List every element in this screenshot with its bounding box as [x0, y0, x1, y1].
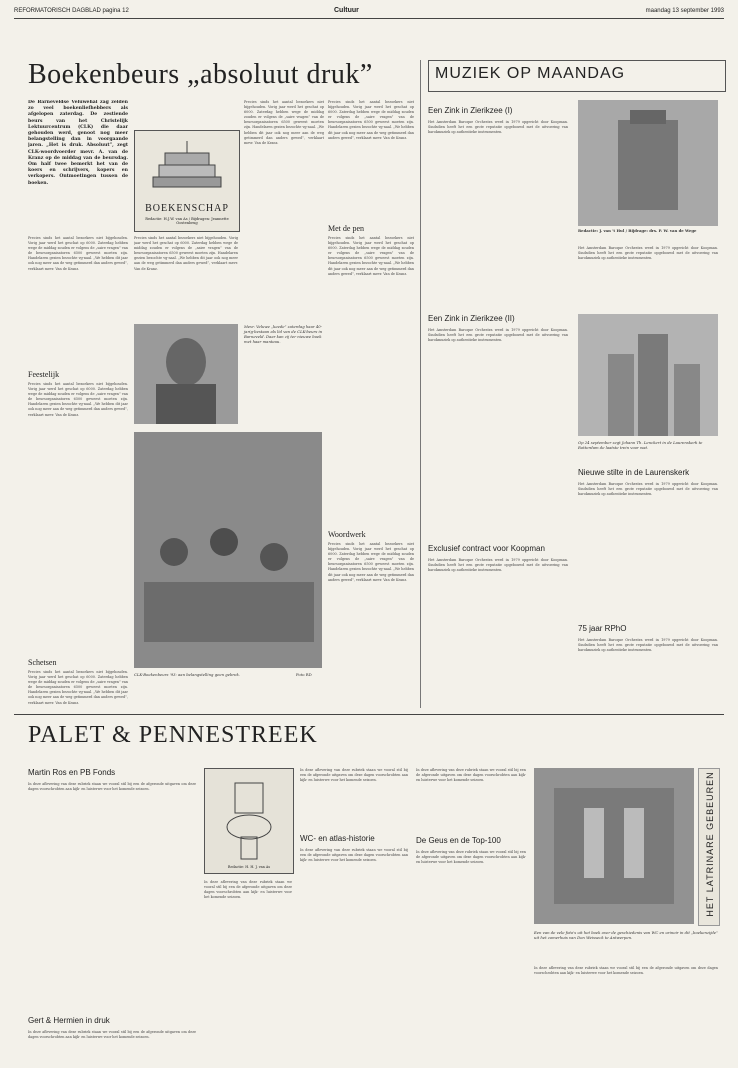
bookbox-title: BOEKENSCHAP [145, 203, 229, 214]
beurs-photo-credit: Foto RD [296, 672, 312, 677]
subhead-feestelijk: Feestelijk [28, 370, 60, 379]
article-body-col2: Precies sinds het aantal bezoekers niet bijgehouden. Vorig jaar werd het geschat op 6000. Zaterdag hebben wege de middag zouden er volgens de „saire vragen” van de beursorganisatoren 6500 geweest moeten zijn. Handelaren gezien bezochte vg-naal. „We hebben dit jaar ook nog meer aan de weg getimmerd dan anders gewed”, verklaart mevr. Van de Kranz. [244, 100, 324, 145]
subhead-met-de-pen: Met de pen [328, 224, 364, 233]
subhead-woordwerk: Woordwerk [328, 530, 366, 539]
muziek-body-2: Het Amsterdam Baroque Orchestra werd in 1979 opgericht door Koopman. Sindsdien heeft het een grote reputatie opgebouwd met de uitvoering van barokmuziek op authentieke instrumenten. [428, 328, 568, 343]
subhead-martin-ros: Martin Ros en PB Fonds [28, 768, 116, 777]
music-photo-1-caption: Redactie: J. van 't Hul / Bijdrage: drs. P. W. van de Wege [578, 228, 697, 233]
palet-body-7: In deze aflevering van deze rubriek staan we vooral stil bij een de afgeronde uitgaven om deze dagen voorschrobten aan kijk- en luisterwe voor het komende seizoen. [534, 966, 718, 976]
portrait-caption: Mevr. Veluwe „keede” zaterdag haar 40-jarig-bestaan als lid van de CLK-beurs in Barneveld. Daar kan zij ter nieuwe boek met haar manteau. [244, 324, 323, 344]
article-body-col3: Precies sinds het aantal bezoekers niet bijgehouden. Vorig jaar werd het geschat op 6000. Zaterdag hebben wege de middag zouden er volgens de „saire vragen” van de beursorganisatoren 6500 geweest moeten zijn. Handelaren gezien bezochte vg-naal. „We hebben dit jaar ook nog meer aan de weg getimmerd dan anders gewed”, verklaart mevr. Van de Kranz. [328, 100, 414, 140]
vertical-banner-text: HET LATRINARE GEBEUREN [705, 771, 715, 917]
column-divider [420, 60, 421, 708]
masthead-date: maandag 13 september 1993 [645, 8, 724, 14]
church-photo [578, 314, 718, 436]
palet-body-gert: In deze aflevering van deze rubriek staan we vooral stil bij een de afgeronde uitgaven om deze dagen voorschrobten aan kijk- en luisterwe voor het komende seizoen. [28, 1030, 196, 1040]
urinoir-photo [534, 768, 694, 924]
palet-section-title: PALET & PENNESTREEK [28, 722, 318, 748]
subhead-laurenskerk: Nieuwe stilte in de Laurenskerk [578, 468, 690, 477]
page-title: Boekenbeurs „absoluut druk” [28, 59, 373, 90]
muziek-header-box [428, 60, 726, 92]
subhead-gert-hermien: Gert & Hermien in druk [28, 1016, 110, 1025]
palet-body-4: In deze aflevering van deze rubriek staan we vooral stil bij een de afgeronde uitgaven om deze dagen voorschrobten aan kijk- en luisterwe voor het komende seizoen. [300, 848, 408, 863]
masthead-left: REFORMATORISCH DAGBLAD pagina 12 [14, 8, 129, 14]
palet-body-2: In deze aflevering van deze rubriek staan we vooral stil bij een de afgeronde uitgaven om deze dagen voorschrobten aan kijk- en luisterwe voor het komende seizoen. [204, 880, 292, 900]
portrait-photo [134, 324, 238, 424]
article-body-col1: Precies sinds het aantal bezoekers niet bijgehouden. Vorig jaar werd het geschat op 6000. Zaterdag hebben wege de middag zouden er volgens de „saire vragen” van de beursorganisatoren 6500 geweest moeten zijn. Handelaren gezien bezochte vg-naal. „We hebben dit jaar ook nog meer aan de weg getimmerd dan anders gewed”, verklaart mevr. Van de Kranz. [28, 236, 128, 271]
beurs-photo [134, 432, 322, 668]
urinoir-caption: Een van de vele foto's uit het boek over de geschiedenis van WC en urinoir in dit „boekenzijde” uit het zomerhuis van Don Weisseck te Antwerpen. [534, 930, 718, 940]
beurs-photo-caption: CLK-Boekenbeurs '93: aan belangstelling geen gebrek. [134, 672, 240, 677]
toilet-illustration [204, 768, 294, 874]
palet-body-6: In deze aflevering van deze rubriek staan we vooral stil bij een de afgeronde uitgaven om deze dagen voorschrobten aan kijk- en luisterwe voor het komende seizoen. [416, 850, 526, 865]
subhead-schetsen: Schetsen [28, 658, 57, 667]
bookbox-credit: Redactie: H.J.W. van As / Bijdragen: Jeannette Oostenbrug [145, 217, 229, 225]
vertical-banner [698, 768, 720, 926]
subhead-zink-2: Een Zink in Zierikzee (II) [428, 314, 515, 323]
article-body-col2b: Precies sinds het aantal bezoekers niet bijgehouden. Vorig jaar werd het geschat op 6000. Zaterdag hebben wege de middag zouden er volgens de „saire vragen” van de beursorganisatoren 6500 geweest moeten zijn. Handelaren gezien bezochte vg-naal. „We hebben dit jaar ook nog meer aan de weg getimmerd dan anders gewed”, verklaart mevr. Van de Kranz. [134, 236, 238, 271]
palet-body-1: In deze aflevering van deze rubriek staan we vooral stil bij een de afgeronde uitgaven om deze dagen voorschrobten aan kijk- en luisterwe voor het komende seizoen. [28, 782, 196, 792]
article-lead: De Barneveldse Veluwehal zag zelden zo veel boekenliefhebbers als afgelopen zaterdag. De zestiende beurs van het Christelijk Lektuurcentrum (CLK) die daar gehouden werd, genoot nog meer belangstelling dan in voorgaande jaren. „Het is druk. Absoluut”, zegt CLK-woordvoerder mevr. A. van de Kranz op de middag van de beursdag. Om half twee bemerkt het van de koers en schrijvers, kopers en verkopers. Ontmoetingen tussen de boeken. [28, 100, 128, 186]
masthead-section: Cultuur [334, 7, 359, 14]
section-divider [14, 714, 724, 715]
palet-body-3: In deze aflevering van deze rubriek staan we vooral stil bij een de afgeronde uitgaven om deze dagen voorschrobten aan kijk- en luisterwe voor het komende seizoen. [300, 768, 408, 783]
book-stack-icon [143, 137, 231, 201]
subhead-rpho: 75 jaar RPhO [578, 624, 627, 633]
masthead [14, 8, 724, 19]
toilet-caption: Redactie: H. H. J. van As [227, 865, 271, 869]
subhead-wc-atlas: WC- en atlas-historie [300, 834, 375, 843]
article-body-col3b: Precies sinds het aantal bezoekers niet bijgehouden. Vorig jaar werd het geschat op 6000. Zaterdag hebben wege de middag zouden er volgens de „saire vragen” van de beursorganisatoren 6500 geweest moeten zijn. Handelaren gezien bezochte vg-naal. „We hebben dit jaar ook nog meer aan de weg getimmerd dan anders gewed”, verklaart mevr. Van de Kranz. [328, 236, 414, 276]
church-photo-caption: Op 24 september zegt Johann Th. Lenckert in de Laurenskerk te Rotterdam de laatste trein voor wat. [578, 440, 703, 450]
subhead-zink-1: Een Zink in Zierikzee (I) [428, 106, 513, 115]
bookbox [134, 130, 240, 232]
muziek-body-laurenskerk: Het Amsterdam Baroque Orchestra werd in 1979 opgericht door Koopman. Sindsdien heeft het een grote reputatie opgebouwd met de uitvoering van barokmuziek op authentieke instrumenten. [578, 482, 718, 497]
muziek-body-koopman: Het Amsterdam Baroque Orchestra werd in 1979 opgericht door Koopman. Sindsdien heeft het een grote reputatie opgebouwd met de uitvoering van barokmuziek op authentieke instrumenten. [428, 558, 568, 573]
muziek-intro: Het Amsterdam Baroque Orchestra werd in 1979 opgericht door Koopman. Sindsdien heeft het een grote reputatie opgebouwd met de uitvoering van barokmuziek op authentieke instrumenten. [578, 246, 718, 261]
music-photo-1 [578, 100, 718, 226]
toilet-icon [205, 769, 293, 865]
muziek-body-rpho: Het Amsterdam Baroque Orchestra werd in 1979 opgericht door Koopman. Sindsdien heeft het een grote reputatie opgebouwd met de uitvoering van barokmuziek op authentieke instrumenten. [578, 638, 718, 653]
muziek-body-1: Het Amsterdam Baroque Orchestra werd in 1979 opgericht door Koopman. Sindsdien heeft het een grote reputatie opgebouwd met de uitvoering van barokmuziek op authentieke instrumenten. [428, 120, 568, 135]
palet-body-5: In deze aflevering van deze rubriek staan we vooral stil bij een de afgeronde uitgaven om deze dagen voorschrobten aan kijk- en luisterwe voor het komende seizoen. [416, 768, 526, 783]
subhead-koopman: Exclusief contract voor Koopman [428, 544, 545, 553]
article-body-col3c: Precies sinds het aantal bezoekers niet bijgehouden. Vorig jaar werd het geschat op 6000. Zaterdag hebben wege de middag zouden er volgens de „saire vragen” van de beursorganisatoren 6500 geweest moeten zijn. Handelaren gezien bezochte vg-naal. „We hebben dit jaar ook nog meer aan de weg getimmerd dan anders gewed”, verklaart mevr. Van de Kranz. [328, 542, 414, 582]
subhead-geus-top100: De Geus en de Top-100 [416, 836, 501, 845]
muziek-section-title: MUZIEK OP MAANDAG [435, 65, 626, 82]
article-body-col1b: Precies sinds het aantal bezoekers niet bijgehouden. Vorig jaar werd het geschat op 6000. Zaterdag hebben wege de middag zouden er volgens de „saire vragen” van de beursorganisatoren 6500 geweest moeten zijn. Handelaren gezien bezochte vg-naal. „We hebben dit jaar ook nog meer aan de weg getimmerd dan anders gewed”, verklaart mevr. Van de Kranz. [28, 382, 128, 417]
article-body-col1c: Precies sinds het aantal bezoekers niet bijgehouden. Vorig jaar werd het geschat op 6000. Zaterdag hebben wege de middag zouden er volgens de „saire vragen” van de beursorganisatoren 6500 geweest moeten zijn. Handelaren gezien bezochte vg-naal. „We hebben dit jaar ook nog meer aan de weg getimmerd dan anders gewed”, verklaart mevr. Van de Kranz. [28, 670, 128, 705]
